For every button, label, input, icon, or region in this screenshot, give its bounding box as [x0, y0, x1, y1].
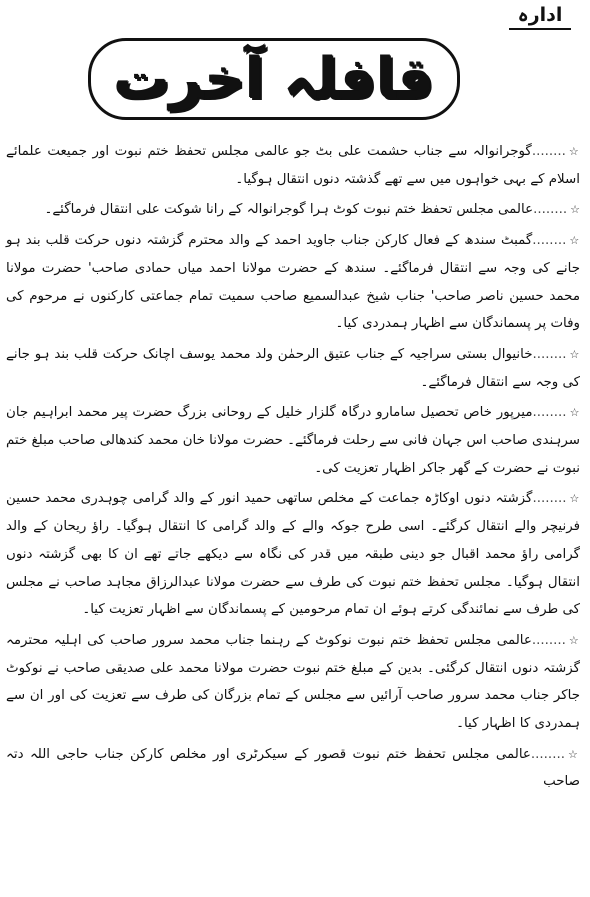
paragraph-text: گزشتہ دنوں اوکاڑہ جماعت کے مخلص ساتھی حمید انور کے والد گرامی چوہدری محمد حسین فرنیچر والے انتقال کرگئے۔ اسی طرح جوکہ والے کے والد گرامی کا انتقال ہوگیا۔ راؤ ریحان کے والد گرامی راؤ محمد اقبال جو دینی طبقہ میں قدر کی نگاہ سے دیکھے جاتے تھے ان کا بھی گزشتہ دنوں انتقال ہوگیا۔ مجلس تحفظ ختم نبوت کی طرف سے حضرت مولانا عبدالرزاق مجاہد صاحب نے مجلس کی طرف سے نمائندگی کرتے ہوئے ان تمام مرحومین کے پسماندگان سے اظہار تعزیت کیا۔ — [6, 491, 580, 618]
section-label: ادارہ — [509, 4, 571, 30]
star-bullet-icon: ☆ — [569, 347, 580, 361]
star-bullet-icon: ☆ — [569, 492, 580, 506]
obituary-paragraph — [6, 399, 580, 482]
star-bullet-icon: ☆ — [568, 633, 580, 647]
paragraph-text: گمبٹ سندھ کے فعال کارکن جناب جاوید احمد کے والد محترم گزشتہ دنوں حرکت قلب بند ہو جانے کی وجہ سے انتقال فرماگئے۔ سندھ کے حضرت مولانا احمد میاں حمادی صاحب' حضرت مولانا محمد حسین ناصر صاحب' جناب شیخ عبدالسمیع صاحب سمیت تمام جماعتی کارکنوں نے مرحوم کی وفات پر پسماندگان سے اظہار ہمدردی کیا۔ — [6, 233, 580, 332]
paragraph-text: عالمی مجلس تحفظ ختم نبوت قصور کے سیکرٹری اور مخلص کارکن جناب حاجی اللہ دتہ صاحب — [6, 746, 580, 790]
paragraph-text: میرپور خاص تحصیل سامارو درگاہ گلزار خلیل کے روحانی بزرگ حضرت پیر محمد ابراہیم جان سرہندی صاحب اس جہان فانی سے رحلت فرماگئے۔ حضرت مولانا خان محمد کندھالی صاحب مبلغ ختم نبوت نے حضرت کے گھر جاکر اظہار تعزیت کی۔ — [6, 405, 580, 476]
paragraph-text: عالمی مجلس تحفظ ختم نبوت نوکوٹ کے رہنما جناب محمد سرور صاحب کی اہلیہ محترمہ گزشتہ دنوں انتقال کرگئی۔ بدین کے مبلغ ختم نبوت حضرت مولانا محمد علی صدیقی صاحب نے نوکوٹ جاکر جناب محمد سرور صاحب آرائیں سے مجلس کے تمام بزرگان کی طرف سے تعزیت کی اور ان سے ہمدردی کا اظہار کیا۔ — [6, 632, 580, 732]
obituary-paragraph — [6, 196, 580, 224]
obituary-paragraph — [6, 138, 580, 193]
obituary-paragraph — [6, 741, 580, 796]
paragraph-text: عالمی مجلس تحفظ ختم نبوت کوٹ ہرا گوجرانوالہ کے رانا شوکت علی انتقال فرماگئے۔ — [44, 202, 534, 218]
article-body — [6, 138, 580, 796]
leader-dots: ........ — [531, 632, 566, 648]
leader-dots: ........ — [533, 202, 568, 218]
leader-dots: ........ — [532, 491, 567, 507]
obituary-paragraph — [6, 227, 580, 338]
leader-dots: ........ — [532, 233, 567, 249]
star-bullet-icon: ☆ — [568, 145, 580, 158]
page-title: قافلہ آخرت — [113, 46, 435, 112]
star-bullet-icon: ☆ — [567, 747, 580, 761]
obituary-paragraph — [6, 485, 580, 624]
leader-dots: ........ — [532, 405, 567, 421]
paragraph-text: گوجرانوالہ سے جناب حشمت علی بٹ جو عالمی مجلس تحفظ ختم نبوت اور جمیعت علمائے اسلام کے بہی خواہوں میں سے تھے گذشتہ دنوں انتقال ہوگیا۔ — [6, 144, 580, 187]
obituary-paragraph — [6, 627, 580, 738]
leader-dots: ........ — [530, 746, 565, 762]
leader-dots: ........ — [532, 346, 567, 362]
title-banner — [88, 38, 460, 120]
star-bullet-icon: ☆ — [569, 406, 580, 420]
obituary-paragraph — [6, 341, 580, 396]
leader-dots: ........ — [531, 144, 566, 159]
paragraph-text: خانیوال بستی سراجیہ کے جناب عتیق الرحمٰن ولد محمد یوسف اچانک حرکت قلب بند ہو جانے کی وجہ سے انتقال فرماگئے۔ — [6, 346, 580, 390]
star-bullet-icon: ☆ — [570, 203, 580, 217]
star-bullet-icon: ☆ — [569, 234, 580, 248]
